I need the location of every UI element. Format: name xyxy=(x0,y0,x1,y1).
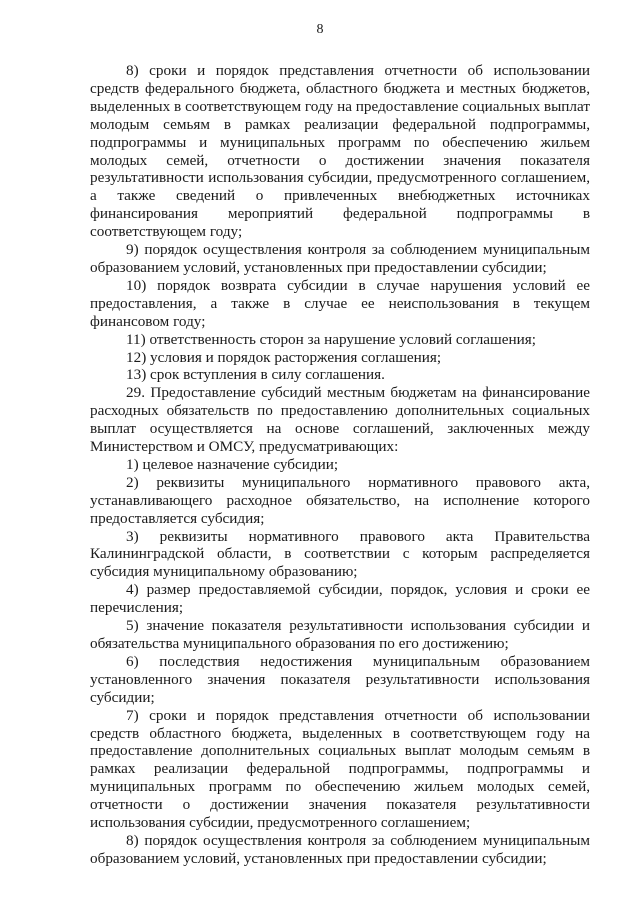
paragraph-item-6-consequences: 6) последствия недостижения муниципальным образованием установленного значения показателя результативности использования субсидии; xyxy=(90,652,590,706)
paragraph-item-10-return: 10) порядок возврата субсидии в случае нарушения условий ее предоставления, а также в случае ее неиспользования в текущем финансовом году; xyxy=(90,276,590,330)
paragraph-section-29: 29. Предоставление субсидий местным бюджетам на финансирование расходных обязательств по предоставлению дополнительных социальных выплат осуществляется на основе соглашений, заключенных между Министерством и ОМСУ, предусматривающих: xyxy=(90,384,590,456)
paragraph-item-3-government-act: 3) реквизиты нормативного правового акта Правительства Калининградской области, в соответствии с которым распределяется субсидия муниципальному образованию; xyxy=(90,527,590,581)
paragraph-item-2-municipal-act: 2) реквизиты муниципального нормативного правового акта, устанавливающего расходное обязательство, на исполнение которого предоставляется субсидия; xyxy=(90,473,590,527)
document-body xyxy=(90,62,590,868)
page-number: 8 xyxy=(316,22,324,37)
paragraph-item-11-responsibility: 11) ответственность сторон за нарушение условий соглашения; xyxy=(126,330,536,348)
paragraph-item-8-control: 8) порядок осуществления контроля за соблюдением муниципальным образованием условий, установленных при предоставлении субсидии; xyxy=(90,831,590,867)
paragraph-item-8-reporting: 8) сроки и порядок представления отчетности об использовании средств федерального бюджета, областного бюджета и местных бюджетов, выделенных в соответствующем году на предоставление социальных выплат молодым семьям в рамках реализации федеральной подпрограммы, подпрограммы и муниципальных программ по обеспечению жильем молодых семей, отчетности о достижении значения показателя результативности использования субсидии, предусмотренного соглашением, а также сведений о привлеченных внебюджетных источниках финансирования мероприятий федеральной подпрограммы в соответствующем году; xyxy=(90,62,590,241)
paragraph-item-13-effective-date: 13) срок вступления в силу соглашения. xyxy=(126,366,385,384)
paragraph-item-12-termination: 12) условия и порядок расторжения соглашения; xyxy=(126,348,442,366)
paragraph-item-5-indicator: 5) значение показателя результативности использования субсидии и обязательства муниципального образования по его достижению; xyxy=(90,617,590,652)
paragraph-item-4-amount: 4) размер предоставляемой субсидии, порядок, условия и сроки ее перечисления; xyxy=(90,581,590,617)
paragraph-item-7-reporting: 7) сроки и порядок представления отчетности об использовании средств областного бюджета, выделенных в соответствующем году на предоставление дополнительных социальных выплат молодым семьям в рамках реализации федеральной подпрограммы, подпрограммы и муниципальных программ по обеспечению жильем молодых семей, отчетности о достижении значения показателя результативности использования субсидии, предусмотренного соглашением; xyxy=(90,706,590,832)
paragraph-item-1-purpose: 1) целевое назначение субсидии; xyxy=(126,455,339,473)
paragraph-item-9-control: 9) порядок осуществления контроля за соблюдением муниципальным образованием условий, установленных при предоставлении субсидии; xyxy=(90,241,590,276)
